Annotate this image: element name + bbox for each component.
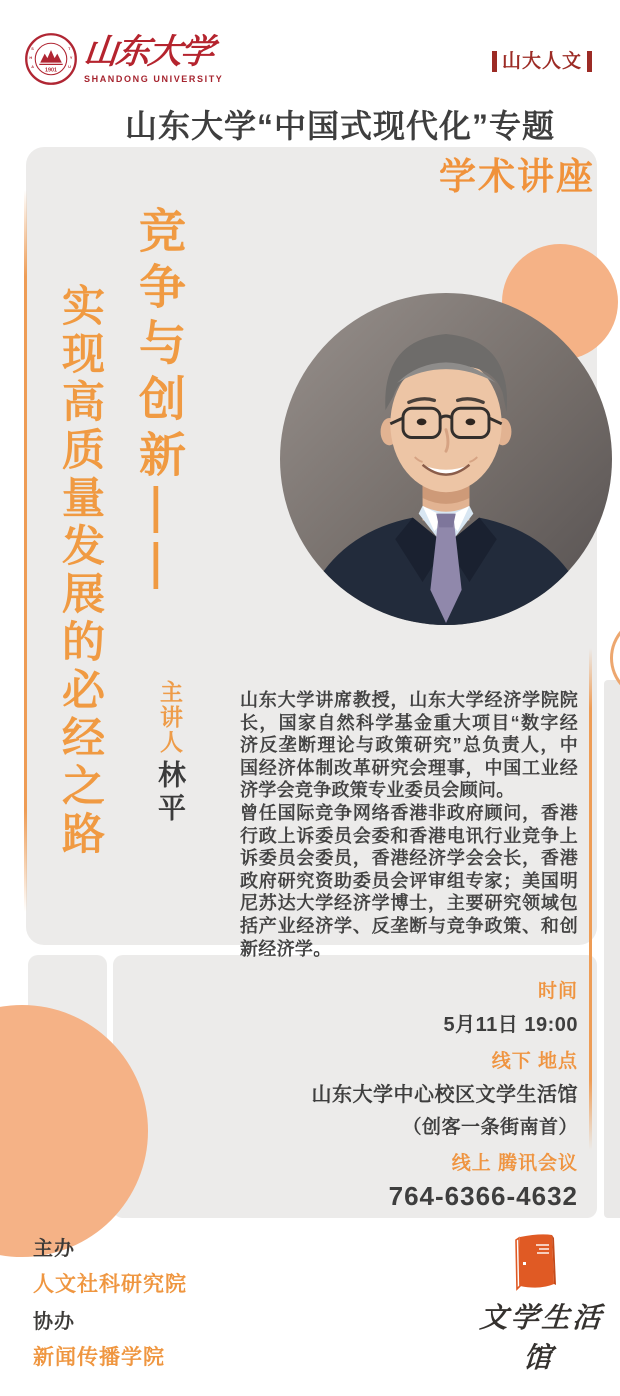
speaker-photo — [280, 293, 612, 625]
decor-line-left — [24, 190, 27, 912]
speaker-bio-paragraph-2: 曾任国际竞争网络香港非政府顾问，香港行政上诉委员会委和香港电讯行业竞争上诉委员会委员，香港经济学会会长，香港政府研究资助委员会评审组专家；美国明尼苏达大学经济学博士，主要研究领域包括产业经济学、反垄断与竞争政策、和创新经济学。 — [240, 802, 578, 959]
svg-text:U: U — [68, 65, 71, 69]
host-label: 主办 — [33, 1238, 75, 1260]
event-online-label: 线上 腾讯会议 — [451, 1153, 578, 1174]
cohost-label: 协办 — [33, 1311, 75, 1333]
svg-text:A: A — [31, 65, 34, 69]
event-meeting-id: 764-6366-4632 — [388, 1181, 578, 1211]
seal-year: 1901 — [45, 67, 57, 74]
university-seal-icon — [24, 32, 78, 86]
right-edge-strip — [604, 680, 620, 1218]
cohost-name: 新闻传播学院 — [33, 1346, 165, 1369]
speaker-name: 林平 — [155, 760, 186, 826]
svg-text:Y: Y — [69, 56, 73, 60]
speaker-bio-paragraph-1: 山东大学讲席教授，山东大学经济学院院长，国家自然科学基金重大项目“数字经济反垄断理论与政策研究”总负责人，中国经济体制改革研究会理事，中国工业经济学会竞争政策专业委员会顾问。 — [240, 690, 578, 801]
svg-text:S: S — [31, 47, 34, 51]
event-info — [150, 976, 578, 1212]
university-logo — [24, 32, 223, 86]
humanities-tag: 山大人文 — [492, 51, 592, 72]
event-venue: 山东大学中心校区文学生活馆 — [311, 1084, 578, 1106]
svg-text:T: T — [68, 47, 71, 51]
venue-door-icon — [506, 1232, 562, 1296]
lecture-badge: 学术讲座 — [439, 156, 595, 197]
headline-sub: 实现高质量发展的必经之路 — [56, 283, 104, 859]
host-name: 人文社科研究院 — [33, 1273, 187, 1296]
speaker-bio — [240, 689, 578, 960]
series-title: 山东大学“中国式现代化”专题 — [124, 108, 555, 144]
headline-main: 竞争与创新—— — [133, 206, 186, 598]
university-name-zh: 山东大学 — [81, 32, 215, 72]
event-time-label: 时间 — [537, 981, 578, 1002]
event-offline-label: 线下 地点 — [491, 1051, 578, 1072]
organizers — [33, 1232, 187, 1378]
event-time-value: 5月11日 19:00 — [443, 1014, 578, 1036]
decor-line-right — [589, 648, 592, 1150]
venue-brand-name: 文学生活馆 — [478, 1301, 605, 1374]
speaker-role-label: 主讲人 — [157, 680, 183, 755]
svg-text:H: H — [29, 56, 33, 60]
university-name-en: SHANDONG UNIVERSITY — [84, 74, 224, 84]
event-venue-note: （创客一条街南首） — [402, 1117, 578, 1138]
